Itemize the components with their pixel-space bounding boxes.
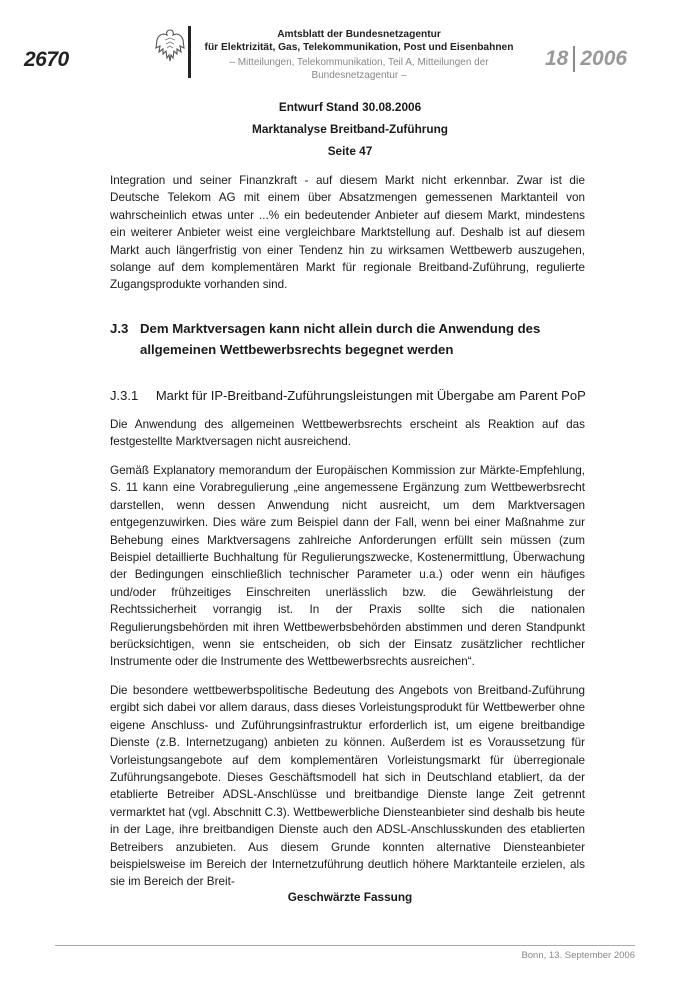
paragraph-3: Die besondere wettbewerbspolitische Bedeutung des Angebots von Breitband-Zuführung ergibt sich dabei vor allem daraus, dass dieses Vorleistungsprodukt für Wettbewerber ohne eigene Anschluss- und Zuführungsinfrastruktur erforderlich ist, um eigene breitbandige Dienste (z.B. Internetzugang) anbieten zu können. Außerdem ist es Voraussetzung für Vorleistungsangebote auf dem komplementären Vorleistungsmarkt für überregionale Zuführungsangebote. Dieses Geschäftsmodell hat sich in Deutschland etabliert, da der etablierte Betreiber ADSL-Anschlüsse und breitbandige Dienste lange Zeit getrennt vermarktet hat (vgl. Abschnitt C.3). Wettbewerbliche Diensteanbieter sind deshalb bis heute in der Lage, ihre breitbandigen Dienste auch den ADSL-Anschlusskunden des etablierten Betreibers anzubieten. Aus diesem Grunde konnten alternative Diensteanbieter beispielsweise im Bereich der Internetzuführung deutlich höhere Marktanteile erzielen, als sie im Bereich der Breit-: [110, 684, 585, 889]
paragraph-1-block: [110, 416, 585, 451]
intro-paragraph: Integration und seiner Finanzkraft - auf diesem Markt nicht erkennbar. Zwar ist die Deutsche Telekom AG mit einem über Absatzmengen gemessenen Marktanteil von wahrscheinlich etwas unter ...% ein bedeutender Anbieter auf diesem Markt, mindestens ein weiterer Anbieter weist eine vergleichbare Marktstellung auf. Deshalb ist auf diesem Markt auch längerfristig von einer Tendenz hin zu wirksamen Wettbewerb auszugehen, solange auf dem komplementären Markt für regionale Breitband-Zuführung, regulierte Zugangsprodukte vorhanden sind.: [110, 174, 585, 292]
journal-section: – Mitteilungen, Telekommunikation, Teil A, Mitteilungen der Bundesnetzagentur –: [229, 57, 489, 81]
footer-rule: [55, 945, 635, 946]
journal-subtitle: für Elektrizität, Gas, Telekommunikation, Post und Eisenbahnen: [204, 41, 514, 53]
draft-heading: [0, 96, 700, 162]
redacted-version-label: Geschwärzte Fassung: [287, 890, 413, 904]
paragraph-2-block: [110, 462, 585, 671]
section-number: J.3: [110, 321, 129, 336]
draft-status: Entwurf Stand 30.08.2006: [278, 100, 422, 114]
section-heading-j31: [110, 386, 586, 406]
issue-number: [545, 46, 627, 72]
footer-date: Bonn, 13. September 2006: [521, 950, 635, 961]
issue-no: 18: [545, 47, 569, 70]
issue-divider: [573, 46, 575, 72]
draft-title: Marktanalyse Breitband-Zuführung: [252, 122, 448, 136]
page-number: 2670: [24, 48, 69, 71]
section-heading-j3: [110, 318, 590, 360]
journal-header: [192, 29, 526, 82]
paragraph-1: Die Anwendung des allgemeinen Wettbewerbsrechts erscheint als Reaktion auf das festgestellte Marktversagen nicht ausreichend.: [110, 418, 585, 449]
federal-eagle-logo: [155, 28, 185, 64]
section-title: Dem Marktversagen kann nicht allein durch die Anwendung des allgemeinen Wettbewerbsrechts begegnet werden: [140, 321, 541, 357]
subsection-title: Markt für IP-Breitband-Zuführungsleistungen mit Übergabe am Parent PoP: [155, 388, 586, 403]
paragraph-2: Gemäß Explanatory memorandum der Europäischen Kommission zur Märkte-Empfehlung, S. 11 kann eine Vorabregulierung „eine angemessene Ergänzung zum Wettbewerbsrecht darstellen, wenn dessen Anwendung nicht ausreicht, um dem Marktversagen entgegenzuwirken. Dies wäre zum Beispiel dann der Fall, wenn bei einer Maßnahme zur Behebung eines Marktversagens zahlreiche Anforderungen erfüllt sein müssen (zum Beispiel detaillierte Buchhaltung für Regulierungszwecke, Kostenermittlung, Überwachung der Bedingungen einschließlich technischer Parameter u.a.) oder wenn ein häufiges und/oder frühzeitiges Einschreiten unerlässlich bzw. die Gewährleistung der Rechtssicherheit vorrangig ist. In der Praxis sollte sich die nationalen Regulierungsbehörden mit ihren Wettbewerbsbehörden abstimmen und deren Standpunkt berücksichtigen, wenn sie entscheiden, ob sich der Einsatz zusätzlicher rechtlicher Instrumente oder die Instrumente des Wettbewerbsrechts ausreichen“.: [110, 464, 585, 669]
intro-paragraph-block: [110, 172, 585, 294]
subsection-number: J.3.1: [110, 388, 139, 403]
issue-year: 2006: [580, 47, 628, 70]
paragraph-3-block: [110, 682, 585, 891]
journal-title: Amtsblatt der Bundesnetzagentur: [277, 29, 441, 40]
draft-page: Seite 47: [327, 144, 373, 158]
header-divider: [188, 26, 191, 78]
